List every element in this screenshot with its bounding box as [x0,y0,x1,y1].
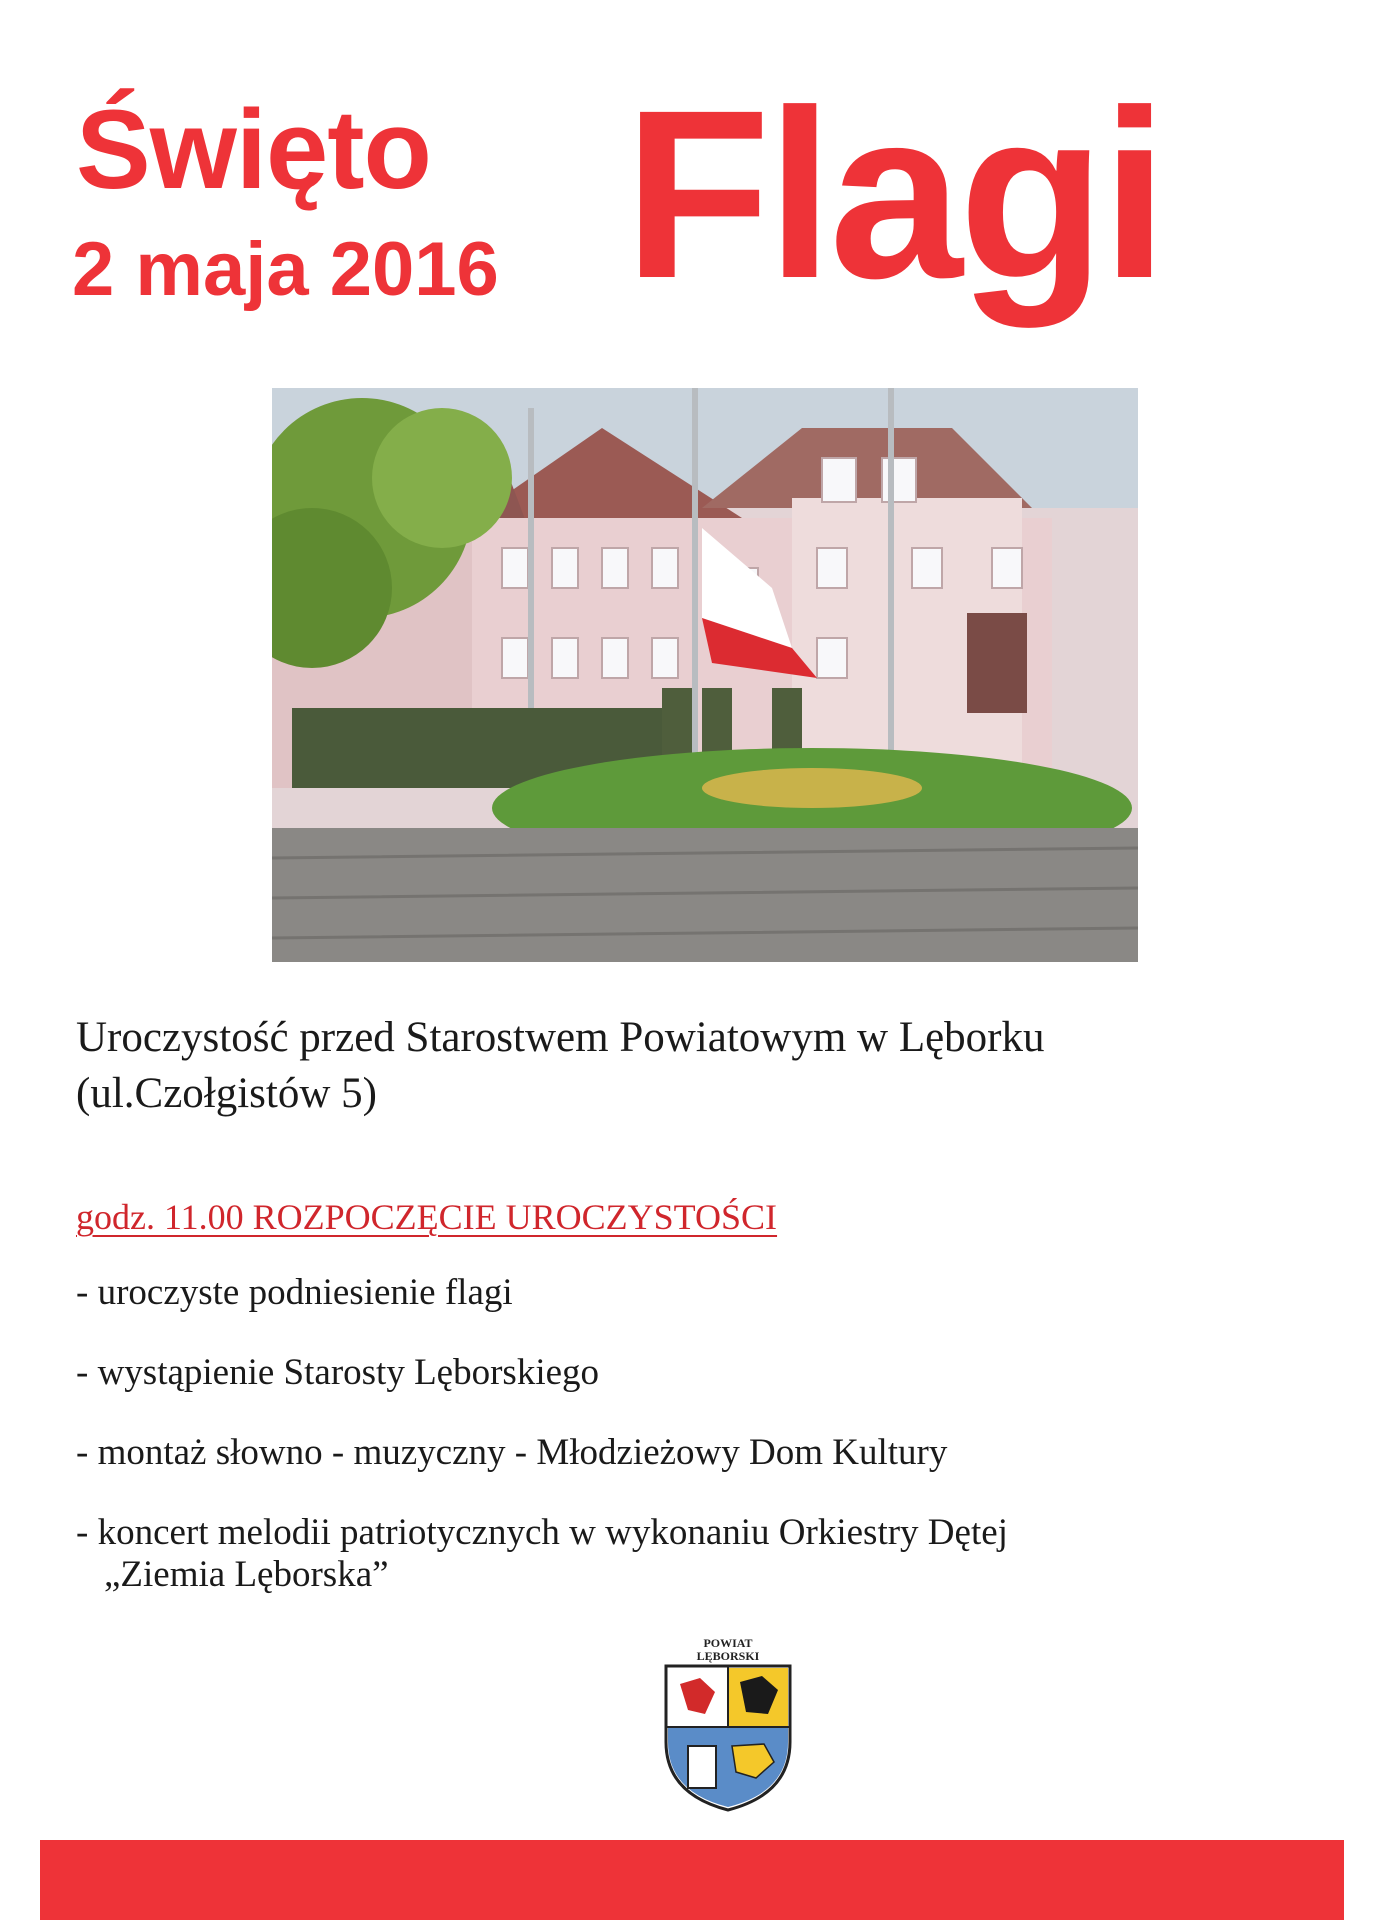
location-line: Uroczystość przed Starostwem Powiatowym w Lęborku [76,1014,1045,1061]
crest-text-powiat: POWIAT [703,1636,753,1650]
title-flagi: Flagi [624,60,1165,328]
list-item: - wystąpienie Starosty Lęborskiego [76,1352,600,1393]
address-line: (ul.Czołgistów 5) [76,1070,377,1117]
list-item-continuation: „Ziemia Lęborska” [104,1554,389,1595]
schedule-heading: godz. 11.00 ROZPOCZĘCIE UROCZYSTOŚCI [76,1197,778,1237]
title-swieto: Święto [76,87,431,212]
crest-text-leborski: LĘBORSKI [696,1649,760,1663]
list-item: - uroczyste podniesienie flagi [76,1272,513,1313]
program-list [76,1272,1008,1612]
list-item [76,1512,1008,1612]
powiat-crest-logo [660,1634,796,1814]
bottom-accent-bar [40,1840,1344,1920]
list-item-text: - koncert melodii patriotycznych w wykonaniu Orkiestry Dętej [76,1512,1008,1553]
ceremony-photo [272,388,1138,962]
event-date: 2 maja 2016 [72,227,499,312]
event-location [76,1010,1045,1122]
list-item: - montaż słowno - muzyczny - Młodzieżowy Dom Kultury [76,1432,948,1473]
